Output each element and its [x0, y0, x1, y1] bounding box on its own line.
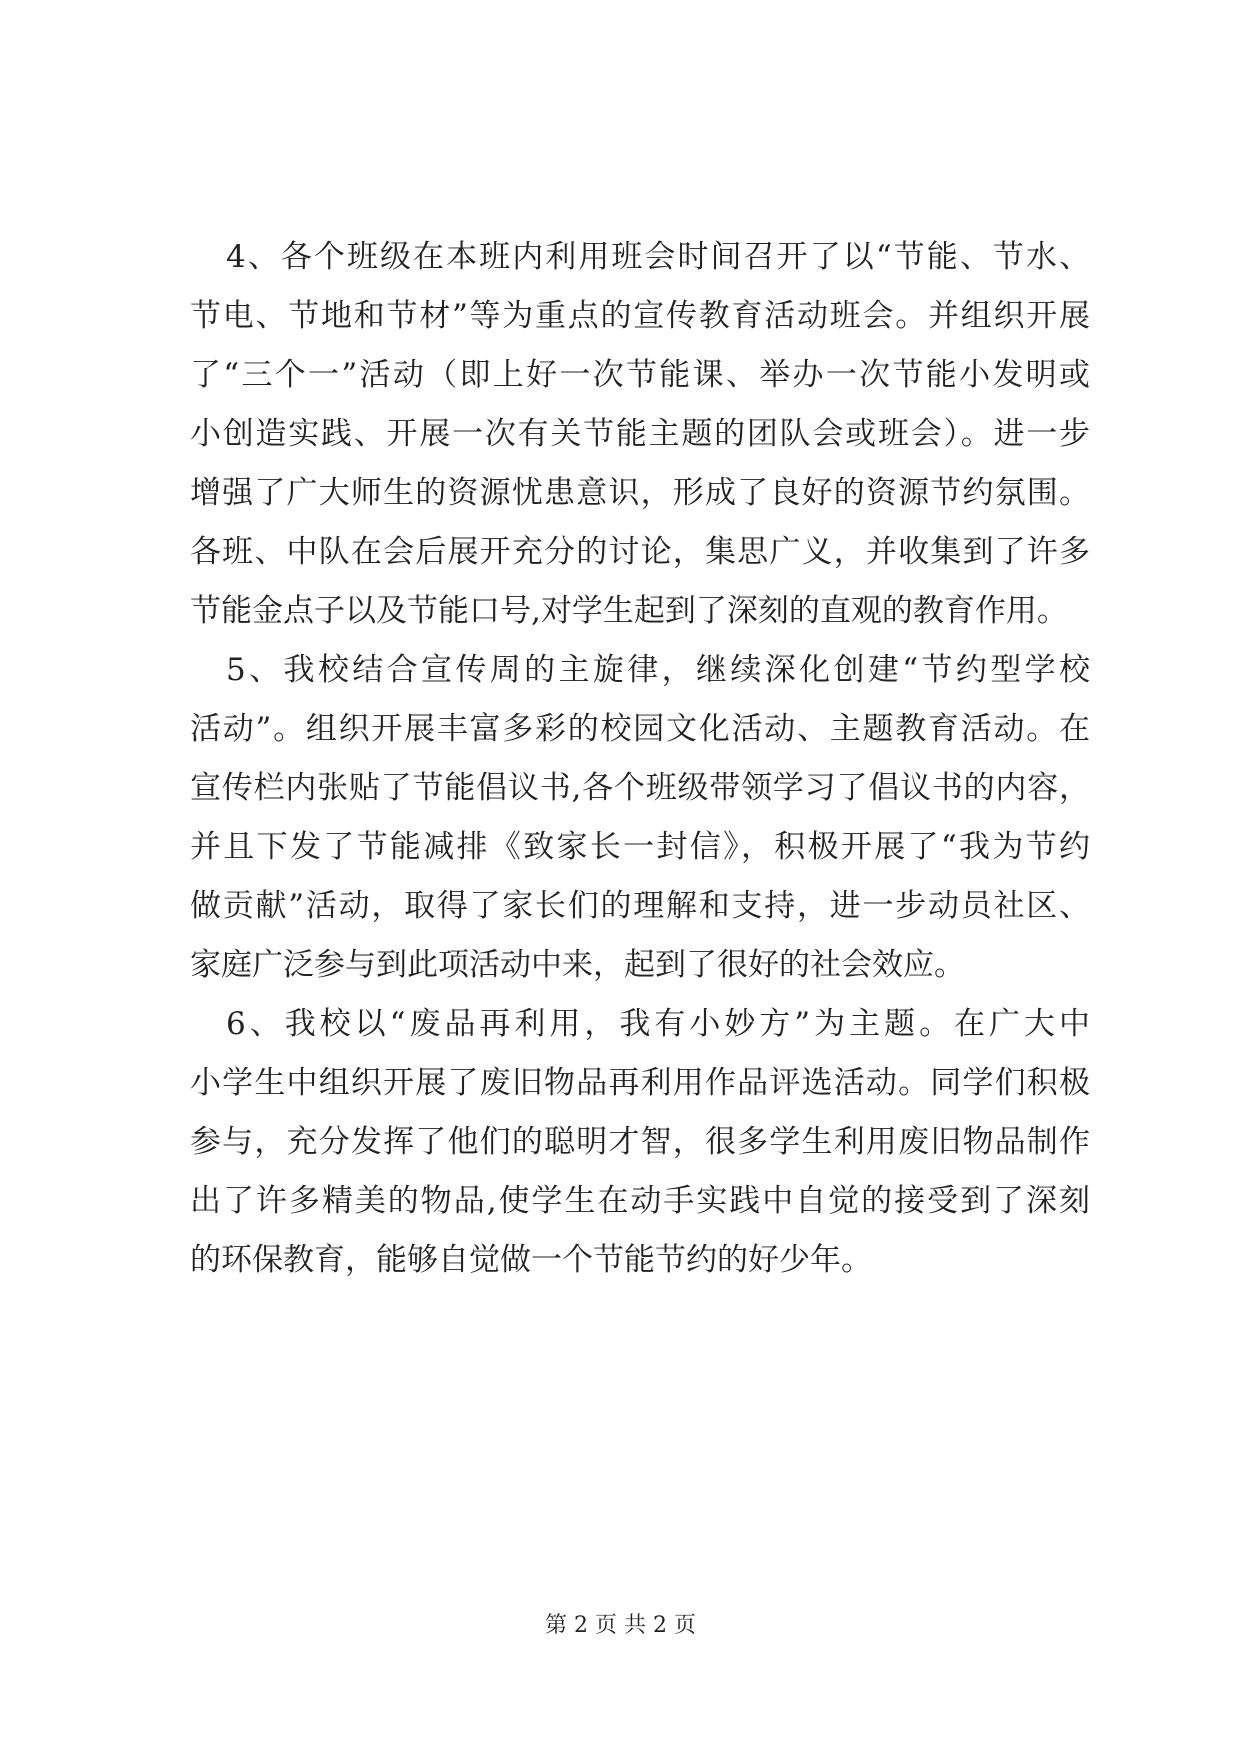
- text-line: 了“三个一”活动（即上好一次节能课、举办一次节能小发明或: [190, 357, 1090, 393]
- text-line: 5、我校结合宣传周的主旋律，继续深化创建“节约型学校: [226, 652, 1090, 688]
- page-footer: [0, 1608, 1241, 1639]
- text-line: 6、我校以“废品再利用，我有小妙方”为主题。在广大中: [226, 1006, 1090, 1042]
- text-line: 家庭广泛参与到此项活动中来，起到了很好的社会效应。: [190, 947, 965, 983]
- text-line: 小创造实践、开展一次有关节能主题的团队会或班会）。进一步: [190, 416, 1090, 452]
- text-line: 并且下发了节能减排《致家长一封信》，积极开展了“我为节约: [190, 829, 1090, 865]
- text-line: 活动”。组织开展丰富多彩的校园文化活动、主题教育活动。在: [190, 711, 1090, 747]
- text-line: 节电、节地和节材”等为重点的宣传教育活动班会。并组织开展: [190, 298, 1090, 334]
- text-line: 出了许多精美的物品,使学生在动手实践中自觉的接受到了深刻: [190, 1183, 1090, 1219]
- page-number: 第 2 页 共 2 页: [545, 1613, 696, 1638]
- text-line: 小学生中组织开展了废旧物品再利用作品评选活动。同学们积极: [190, 1065, 1090, 1101]
- text-line: 做贡献”活动，取得了家长们的理解和支持，进一步动员社区、: [190, 888, 1090, 924]
- text-line: 的环保教育，能够自觉做一个节能节约的好少年。: [190, 1242, 872, 1278]
- text-line: 参与，充分发挥了他们的聪明才智，很多学生利用废旧物品制作: [190, 1124, 1090, 1160]
- text-line: 节能金点子以及节能口号,对学生起到了深刻的直观的教育作用。: [190, 593, 1068, 629]
- paragraph-6: [190, 995, 1090, 1290]
- text-line: 4、各个班级在本班内利用班会时间召开了以“节能、节水、: [226, 239, 1090, 275]
- text-line: 各班、中队在会后展开充分的讨论，集思广义，并收集到了许多: [190, 534, 1090, 570]
- text-line: 宣传栏内张贴了节能倡议书,各个班级带领学习了倡议书的内容，: [190, 770, 1090, 806]
- text-line: 增强了广大师生的资源忧患意识，形成了良好的资源节约氛围。: [190, 475, 1090, 511]
- paragraph-4: [190, 228, 1090, 641]
- paragraph-5: [190, 641, 1090, 995]
- document-body: [190, 228, 1090, 1290]
